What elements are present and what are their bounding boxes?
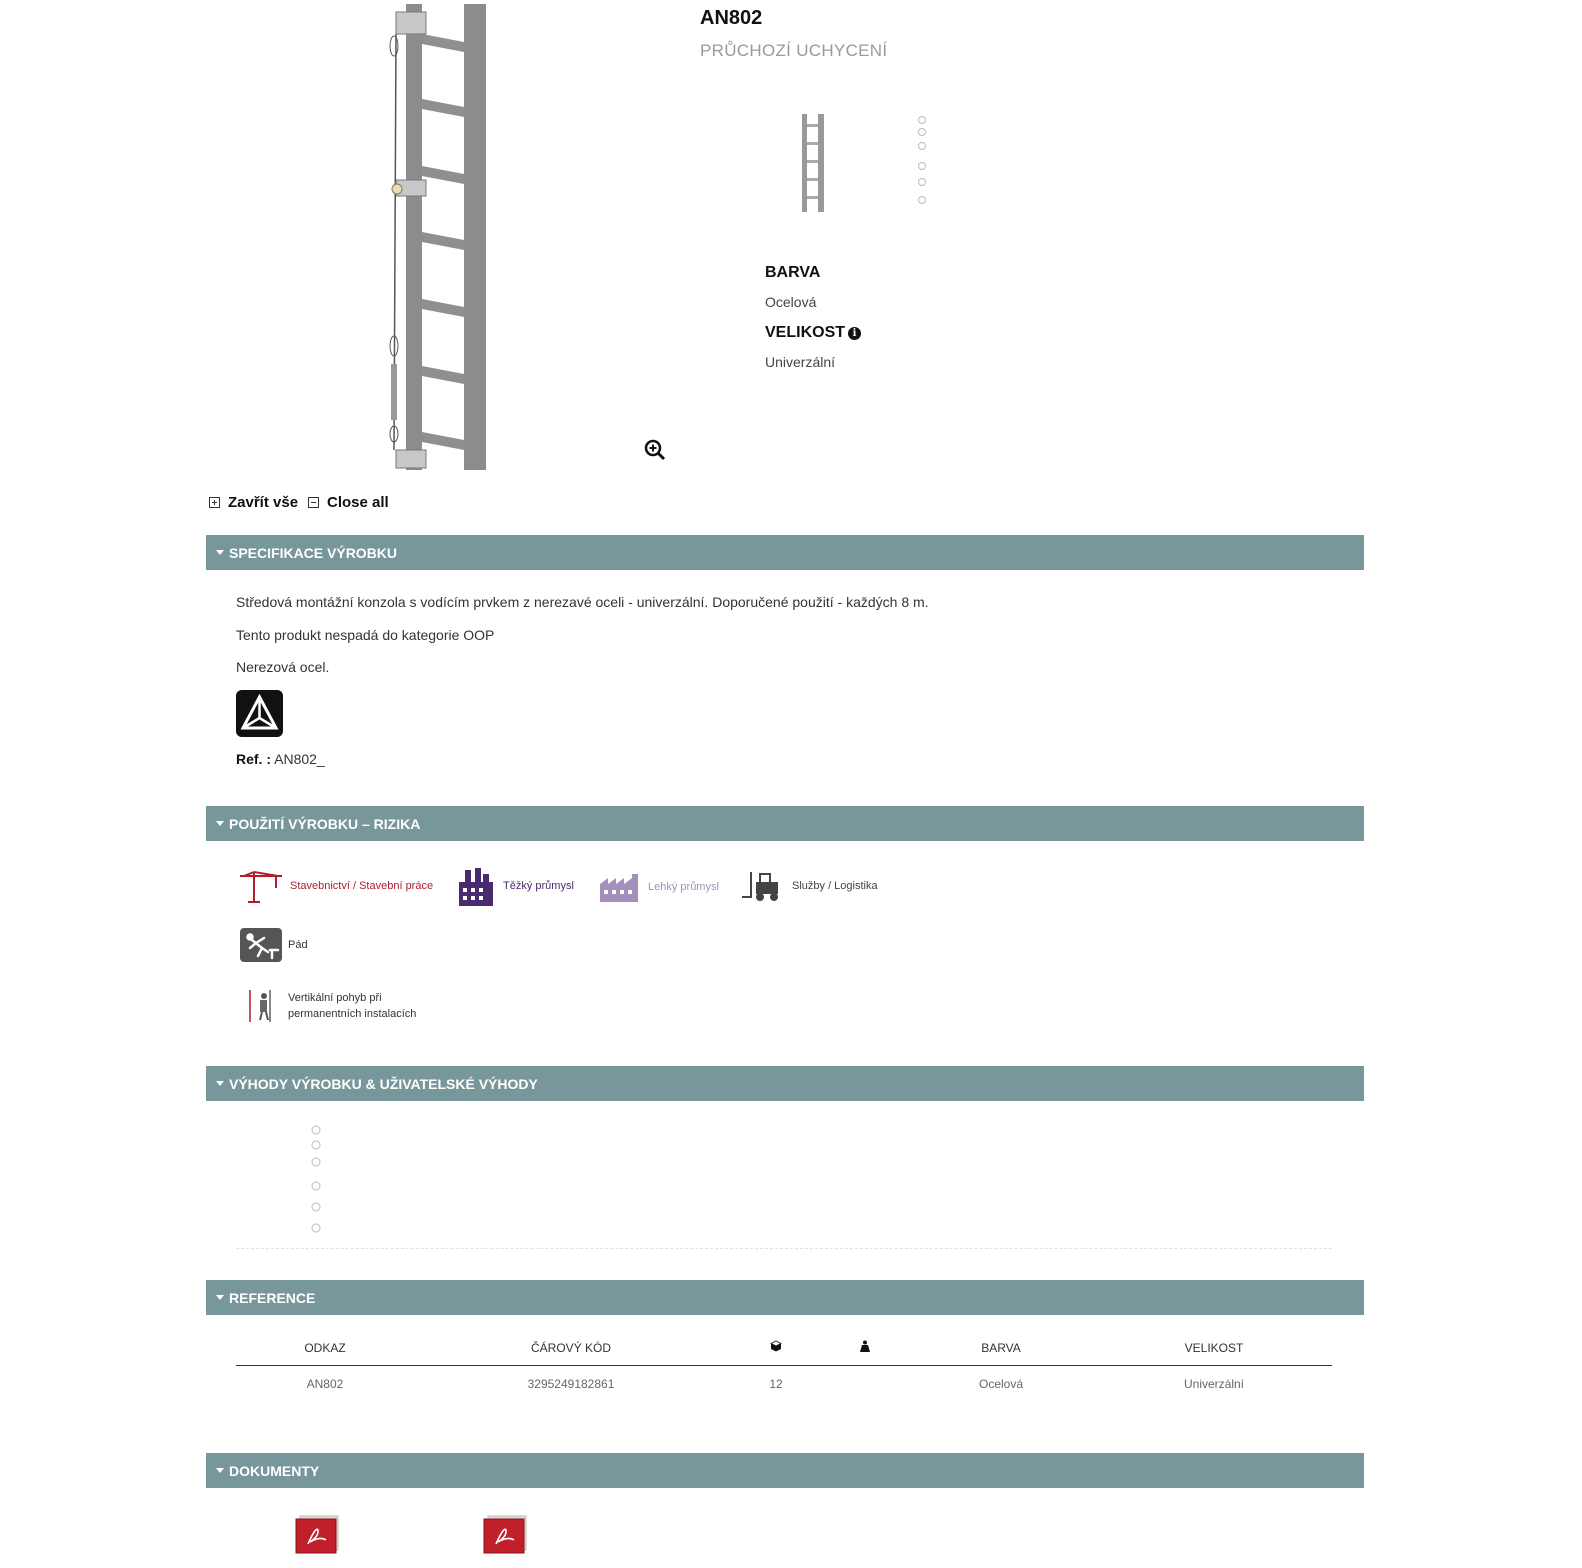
spec-description: Středová montážní konzola s vodícím prvkem z nerezavé oceli - univerzální. Doporučené použití - každých 8 m. [236,594,929,610]
usage-logistics-label: Služby / Logistika [792,880,878,892]
cell-color: Ocelová [978,1377,1024,1391]
caret-down-icon [216,1468,224,1473]
box-icon [770,1340,782,1352]
pdf-document-icon[interactable] [482,1514,528,1554]
reference-table [236,1330,1332,1402]
crane-icon [238,868,284,904]
thumbnail-brackets[interactable] [912,114,932,208]
fall-risk-icon [240,928,282,962]
product-code: AN802 [700,7,763,29]
section-reference-title: REFERENCE [229,1289,316,1306]
collapse-all-button[interactable] [308,494,389,511]
caret-down-icon [216,821,224,826]
caret-down-icon [216,1081,224,1086]
col-header-box[interactable] [728,1340,824,1355]
vertical-climb-icon [240,988,282,1024]
caret-down-icon [216,550,224,555]
cell-ref: AN802 [306,1377,344,1391]
risk-fall[interactable] [240,928,308,962]
benefit-brackets-image [308,1122,324,1238]
section-spec-title: SPECIFIKACE VÝROBKU [229,544,398,561]
section-usage-header[interactable] [206,806,1364,841]
usage-vertical[interactable] [240,988,416,1024]
usage-heavy-industry-label: Těžký průmysl [503,880,574,892]
factory-heavy-icon [455,866,497,906]
section-documents-title: DOKUMENTY [229,1462,320,1479]
spec-category: Tento produkt nespadá do kategorie OOP [236,627,495,643]
thumbnail-ladder[interactable] [798,114,828,212]
usage-light-industry[interactable] [598,872,719,902]
risk-fall-label: Pád [288,939,308,951]
info-icon[interactable]: i [848,327,861,340]
expand-all-label: Zavřít vše [228,494,299,511]
size-label: VELIKOST [765,324,846,341]
col-header-color[interactable]: BARVA [981,1340,1021,1355]
product-subtitle: PRŮCHOZÍ UCHYCENÍ [700,41,888,60]
caret-down-icon [216,1295,224,1300]
zoom-icon[interactable] [644,439,666,461]
forklift-icon [742,870,786,902]
expand-all-button[interactable] [209,494,298,511]
usage-vertical-line1: Vertikální pohyb při [288,992,382,1004]
minus-box-icon [308,497,319,508]
col-header-barcode[interactable]: ČÁROVÝ KÓD [530,1340,611,1355]
usage-vertical-line2: permanentních instalacích [288,1008,417,1020]
usage-vertical-text [288,990,416,1022]
col-header-ref[interactable]: ODKAZ [304,1340,346,1355]
section-spec-header[interactable] [206,535,1364,570]
spec-ref [236,751,325,767]
pdf-document-icon[interactable] [294,1514,340,1554]
spec-ref-value: AN802_ [274,751,325,767]
usage-light-industry-label: Lehký průmysl [648,881,719,893]
factory-light-icon [598,872,642,902]
section-reference-header[interactable] [206,1280,1364,1315]
cell-size: Univerzální [1183,1377,1245,1391]
table-header-row [236,1330,1332,1366]
usage-construction[interactable] [238,868,433,904]
divider [236,1248,1332,1249]
spec-ref-label: Ref. : [236,751,271,767]
usage-logistics[interactable] [742,870,878,902]
section-documents-header[interactable] [206,1453,1364,1488]
section-benefits-title: VÝHODY VÝROBKU & UŽIVATELSKÉ VÝHODY [229,1075,538,1092]
weight-icon [860,1340,870,1352]
section-benefits-header[interactable] [206,1066,1364,1101]
plus-box-icon [209,497,220,508]
spec-material: Nerezová ocel. [236,659,330,675]
size-value: Univerzální [765,354,836,370]
cell-barcode: 3295249182861 [527,1377,615,1391]
color-label: BARVA [765,264,821,281]
usage-heavy-industry[interactable] [455,866,574,906]
col-header-size[interactable]: VELIKOST [1184,1340,1244,1355]
collapse-all-label: Close all [327,494,389,511]
triangle-logo-icon [236,690,283,737]
usage-construction-label: Stavebnictví / Stavební práce [290,880,434,892]
color-value: Ocelová [765,294,817,310]
table-row[interactable] [236,1366,1332,1402]
section-usage-title: POUŽITÍ VÝROBKU – RIZIKA [229,815,421,832]
col-header-weight[interactable] [824,1340,906,1355]
size-label-row [765,324,861,342]
cell-box: 12 [769,1377,783,1391]
product-main-image[interactable] [380,4,500,474]
